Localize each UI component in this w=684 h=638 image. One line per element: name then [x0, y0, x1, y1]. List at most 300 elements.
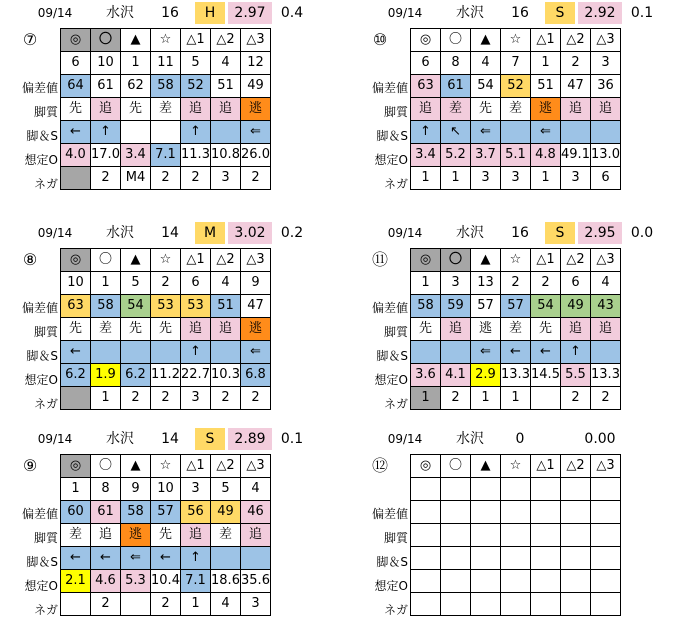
race-number: ⑨: [22, 456, 38, 475]
table-cell: 4.1: [441, 364, 471, 387]
table-cell: [531, 501, 561, 524]
table-cell: 11.2: [151, 364, 181, 387]
table-cell: 58: [151, 75, 181, 98]
table-row: [411, 593, 621, 616]
table-cell: 逃: [121, 524, 151, 547]
table-row: [411, 364, 621, 387]
table-cell: 追: [181, 524, 211, 547]
table-cell: 先: [61, 318, 91, 341]
table-cell: 逃: [241, 98, 271, 121]
row-label: 偏差値: [21, 507, 58, 521]
table-cell: [441, 341, 471, 364]
table-row: [411, 387, 621, 410]
table-cell: 51: [211, 295, 241, 318]
table-cell: [591, 524, 621, 547]
field-size: 0: [515, 431, 525, 447]
table-cell: ◎: [61, 249, 91, 272]
table-cell: 先: [121, 318, 151, 341]
table-row: [411, 167, 621, 190]
race-panel: [10, 428, 310, 638]
table-cell: [561, 121, 591, 144]
table-cell: ↖: [441, 121, 471, 144]
table-cell: 6.2: [61, 364, 91, 387]
table-cell: 2: [531, 272, 561, 295]
table-cell: [441, 570, 471, 593]
row-label: ネガ: [383, 603, 408, 617]
table-cell: 47: [561, 75, 591, 98]
table-cell: △3: [591, 455, 621, 478]
table-cell: 63: [411, 75, 441, 98]
table-cell: △1: [531, 249, 561, 272]
table-cell: 1: [501, 387, 531, 410]
table-row: [411, 75, 621, 98]
table-cell: [441, 524, 471, 547]
table-cell: [121, 341, 151, 364]
table-cell: 7.1: [181, 570, 211, 593]
row-label: 脚＆S: [376, 349, 408, 363]
field-size: 16: [161, 5, 179, 21]
table-cell: [471, 501, 501, 524]
row-label: 想定O: [374, 579, 408, 593]
row-label: 脚質: [383, 531, 408, 545]
table-cell: ⇐: [121, 547, 151, 570]
table-cell: 2: [561, 387, 591, 410]
table-cell: [411, 570, 441, 593]
row-label: ネガ: [383, 177, 408, 191]
race-date: 09/14: [37, 226, 73, 240]
table-cell: 2: [151, 167, 181, 190]
table-row: [61, 501, 271, 524]
table-cell: 3.6: [411, 364, 441, 387]
table-cell: 1: [411, 387, 441, 410]
prediction-table: [410, 454, 621, 616]
table-cell: 7.1: [151, 144, 181, 167]
table-cell: ◎: [411, 29, 441, 52]
race-panel: [10, 222, 310, 432]
table-cell: ⇐: [471, 341, 501, 364]
table-cell: △2: [211, 249, 241, 272]
prediction-table: [60, 28, 271, 190]
table-cell: 1.9: [91, 364, 121, 387]
table-cell: ☆: [151, 29, 181, 52]
table-cell: 53: [181, 295, 211, 318]
table-cell: 6: [61, 52, 91, 75]
table-cell: 47: [241, 295, 271, 318]
table-cell: 追: [241, 524, 271, 547]
table-cell: 4.0: [61, 144, 91, 167]
row-label: 想定O: [374, 153, 408, 167]
table-row: [61, 341, 271, 364]
table-cell: 8: [441, 52, 471, 75]
table-cell: [441, 547, 471, 570]
table-cell: [411, 478, 441, 501]
table-cell: [591, 501, 621, 524]
table-cell: ▲: [471, 249, 501, 272]
race-number: ⑦: [22, 30, 38, 49]
table-cell: 6: [591, 167, 621, 190]
table-row: [411, 455, 621, 478]
table-cell: 逃: [241, 318, 271, 341]
table-cell: 35.6: [241, 570, 271, 593]
table-cell: 先: [531, 318, 561, 341]
table-row: [411, 295, 621, 318]
table-cell: △3: [241, 29, 271, 52]
table-cell: 60: [61, 501, 91, 524]
table-cell: 3: [591, 52, 621, 75]
field-size: 16: [511, 225, 529, 241]
table-cell: 2: [441, 387, 471, 410]
table-cell: [561, 570, 591, 593]
table-cell: 1: [91, 272, 121, 295]
table-cell: 3: [241, 593, 271, 616]
table-cell: 2.1: [61, 570, 91, 593]
row-labels: [342, 76, 410, 196]
race-number: ⑧: [22, 250, 38, 269]
table-cell: 2: [501, 272, 531, 295]
table-cell: [591, 593, 621, 616]
table-cell: 49: [561, 295, 591, 318]
row-labels: [342, 296, 410, 416]
table-cell: 5: [211, 478, 241, 501]
table-cell: [591, 547, 621, 570]
table-cell: ←: [151, 547, 181, 570]
table-cell: △3: [591, 29, 621, 52]
table-cell: 10: [151, 478, 181, 501]
table-cell: [241, 547, 271, 570]
table-cell: [501, 547, 531, 570]
table-cell: 57: [151, 501, 181, 524]
table-cell: △1: [181, 249, 211, 272]
table-row: [411, 318, 621, 341]
table-cell: 差: [151, 98, 181, 121]
table-cell: 差: [441, 98, 471, 121]
table-cell: 6: [411, 52, 441, 75]
table-cell: [411, 524, 441, 547]
table-cell: [471, 570, 501, 593]
table-cell: 3.4: [121, 144, 151, 167]
table-cell: 8: [91, 478, 121, 501]
race-grade: [545, 428, 575, 450]
table-cell: 追: [91, 524, 121, 547]
score-diff: [624, 428, 660, 450]
table-cell: 3: [181, 478, 211, 501]
table-cell: 57: [501, 295, 531, 318]
table-cell: 1: [91, 387, 121, 410]
table-row: [61, 75, 271, 98]
table-cell: 22.7: [181, 364, 211, 387]
table-row: [411, 547, 621, 570]
table-cell: 追: [411, 98, 441, 121]
table-row: [411, 478, 621, 501]
table-cell: [591, 341, 621, 364]
table-cell: ☆: [501, 455, 531, 478]
table-cell: 4: [211, 52, 241, 75]
table-cell: 5.1: [501, 144, 531, 167]
table-cell: 3.4: [411, 144, 441, 167]
table-cell: 4: [211, 593, 241, 616]
table-cell: ↑: [181, 121, 211, 144]
table-cell: 2: [241, 167, 271, 190]
race-score: 2.89: [228, 428, 272, 450]
table-cell: [501, 478, 531, 501]
table-cell: 10.8: [211, 144, 241, 167]
table-cell: 17.0: [91, 144, 121, 167]
row-label: 偏差値: [371, 81, 408, 95]
table-cell: [211, 121, 241, 144]
table-cell: [501, 570, 531, 593]
prediction-table: [60, 454, 271, 616]
table-cell: 追: [211, 318, 241, 341]
table-cell: ←: [61, 341, 91, 364]
table-cell: 36: [591, 75, 621, 98]
table-cell: 2: [91, 593, 121, 616]
table-cell: 58: [91, 295, 121, 318]
table-row: [411, 121, 621, 144]
table-cell: 11: [151, 52, 181, 75]
table-row: [61, 144, 271, 167]
table-cell: 4: [241, 478, 271, 501]
table-cell: ☆: [501, 249, 531, 272]
venue-name: 水沢: [106, 5, 134, 21]
table-cell: 64: [61, 75, 91, 98]
table-cell: 9: [121, 478, 151, 501]
table-cell: 13.3: [501, 364, 531, 387]
table-cell: 49.1: [561, 144, 591, 167]
table-cell: [561, 478, 591, 501]
table-cell: 49: [211, 501, 241, 524]
table-cell: 2: [91, 167, 121, 190]
row-label: 脚質: [33, 531, 58, 545]
race-grade: S: [195, 428, 225, 450]
race-score: 2.95: [578, 222, 622, 244]
table-cell: ▲: [121, 249, 151, 272]
table-cell: △1: [181, 29, 211, 52]
table-cell: ⇐: [241, 121, 271, 144]
table-cell: ⇐: [531, 121, 561, 144]
table-cell: ⇐: [241, 341, 271, 364]
venue-name: 水沢: [106, 225, 134, 241]
race-panel: [360, 428, 660, 638]
table-cell: 63: [61, 295, 91, 318]
table-cell: [471, 478, 501, 501]
table-cell: 13: [471, 272, 501, 295]
table-cell: 26.0: [241, 144, 271, 167]
table-cell: ↑: [411, 121, 441, 144]
table-row: [411, 98, 621, 121]
table-cell: [501, 593, 531, 616]
venue-name: 水沢: [456, 225, 484, 241]
table-cell: 62: [121, 75, 151, 98]
table-row: [61, 52, 271, 75]
table-cell: [471, 547, 501, 570]
table-cell: △3: [591, 249, 621, 272]
table-cell: 追: [561, 318, 591, 341]
table-cell: 11.3: [181, 144, 211, 167]
prediction-table: [410, 248, 621, 410]
table-cell: 61: [441, 75, 471, 98]
table-cell: 52: [501, 75, 531, 98]
table-cell: 6: [561, 272, 591, 295]
race-score: 3.02: [228, 222, 272, 244]
race-date: 09/14: [37, 6, 73, 20]
table-cell: [501, 121, 531, 144]
row-labels: [0, 502, 60, 622]
table-cell: 〇: [91, 455, 121, 478]
row-label: 想定O: [24, 579, 58, 593]
table-row: [61, 272, 271, 295]
table-cell: 9: [241, 272, 271, 295]
table-cell: 〇: [441, 249, 471, 272]
table-cell: 1: [411, 272, 441, 295]
table-cell: 追: [561, 98, 591, 121]
row-label: 偏差値: [371, 507, 408, 521]
table-cell: [61, 593, 91, 616]
table-row: [411, 249, 621, 272]
table-cell: 61: [91, 501, 121, 524]
table-cell: 18.6: [211, 570, 241, 593]
table-cell: 追: [211, 98, 241, 121]
table-cell: [591, 121, 621, 144]
table-cell: 59: [441, 295, 471, 318]
race-date: 09/14: [387, 6, 423, 20]
table-cell: 54: [121, 295, 151, 318]
table-cell: 61: [91, 75, 121, 98]
table-cell: △3: [241, 249, 271, 272]
row-label: 脚＆S: [26, 349, 58, 363]
race-panel: [360, 2, 660, 212]
table-cell: [151, 341, 181, 364]
table-cell: 2: [561, 52, 591, 75]
table-cell: ↑: [181, 547, 211, 570]
table-cell: ↑: [561, 341, 591, 364]
table-cell: [531, 387, 561, 410]
table-row: [61, 121, 271, 144]
table-row: [61, 318, 271, 341]
table-cell: 7: [501, 52, 531, 75]
row-label: 脚＆S: [376, 555, 408, 569]
table-cell: 10.4: [151, 570, 181, 593]
table-cell: 2: [591, 387, 621, 410]
table-cell: ◎: [411, 455, 441, 478]
row-label: 脚＆S: [26, 129, 58, 143]
table-cell: ☆: [151, 455, 181, 478]
table-cell: 〇: [91, 29, 121, 52]
table-cell: ←: [91, 547, 121, 570]
table-cell: [531, 478, 561, 501]
table-cell: 追: [591, 318, 621, 341]
table-row: [61, 249, 271, 272]
table-cell: 追: [591, 98, 621, 121]
table-cell: 追: [181, 98, 211, 121]
table-cell: 10.3: [211, 364, 241, 387]
table-cell: 10: [61, 272, 91, 295]
row-label: 脚質: [33, 105, 58, 119]
table-cell: [501, 501, 531, 524]
table-cell: 2.9: [471, 364, 501, 387]
table-cell: 54: [531, 295, 561, 318]
table-cell: 逃: [471, 318, 501, 341]
table-cell: 2: [151, 272, 181, 295]
table-cell: [561, 501, 591, 524]
table-row: [61, 167, 271, 190]
row-label: 想定O: [24, 373, 58, 387]
table-cell: △1: [531, 29, 561, 52]
row-label: 脚＆S: [26, 555, 58, 569]
row-label: 脚質: [383, 105, 408, 119]
table-cell: 先: [61, 98, 91, 121]
row-label: ネガ: [33, 177, 58, 191]
table-row: [61, 524, 271, 547]
table-cell: 5.3: [121, 570, 151, 593]
race-number: ⑪: [371, 250, 388, 269]
table-cell: [61, 387, 91, 410]
table-cell: 4.8: [531, 144, 561, 167]
table-cell: 1: [441, 167, 471, 190]
table-cell: 4.6: [91, 570, 121, 593]
table-cell: 差: [501, 98, 531, 121]
table-cell: 2: [211, 387, 241, 410]
table-cell: 13.3: [591, 364, 621, 387]
table-cell: 先: [411, 318, 441, 341]
table-cell: 先: [121, 98, 151, 121]
score-diff: 0.1: [280, 431, 304, 447]
table-cell: ⇐: [471, 121, 501, 144]
score-diff: 0.1: [630, 5, 654, 21]
table-cell: [441, 593, 471, 616]
table-cell: 51: [211, 75, 241, 98]
table-cell: 2: [241, 387, 271, 410]
row-label: ネガ: [33, 397, 58, 411]
table-row: [61, 295, 271, 318]
table-row: [411, 501, 621, 524]
table-cell: 3: [441, 272, 471, 295]
field-size: 14: [161, 225, 179, 241]
table-row: [61, 29, 271, 52]
table-cell: 5.2: [441, 144, 471, 167]
table-cell: [411, 547, 441, 570]
table-cell: 6.8: [241, 364, 271, 387]
row-label: 偏差値: [21, 301, 58, 315]
table-cell: 1: [181, 593, 211, 616]
table-cell: △2: [561, 455, 591, 478]
table-cell: M4: [121, 167, 151, 190]
table-cell: 〇: [441, 29, 471, 52]
race-score: 2.97: [228, 2, 272, 24]
row-label: 想定O: [374, 373, 408, 387]
table-row: [411, 52, 621, 75]
field-size: 16: [511, 5, 529, 21]
table-cell: 5: [121, 272, 151, 295]
table-cell: [211, 547, 241, 570]
table-cell: ◎: [61, 455, 91, 478]
table-cell: 差: [501, 318, 531, 341]
table-cell: ↑: [181, 341, 211, 364]
table-cell: ☆: [151, 249, 181, 272]
row-label: 偏差値: [21, 81, 58, 95]
table-cell: ←: [61, 121, 91, 144]
table-cell: 54: [471, 75, 501, 98]
table-row: [61, 478, 271, 501]
table-cell: 6: [181, 272, 211, 295]
table-cell: 4: [591, 272, 621, 295]
table-cell: 57: [471, 295, 501, 318]
race-panel: [10, 2, 310, 212]
score-diff: 0.0: [630, 225, 654, 241]
table-cell: [561, 524, 591, 547]
table-cell: △1: [531, 455, 561, 478]
table-cell: 14.5: [531, 364, 561, 387]
table-cell: 先: [151, 524, 181, 547]
